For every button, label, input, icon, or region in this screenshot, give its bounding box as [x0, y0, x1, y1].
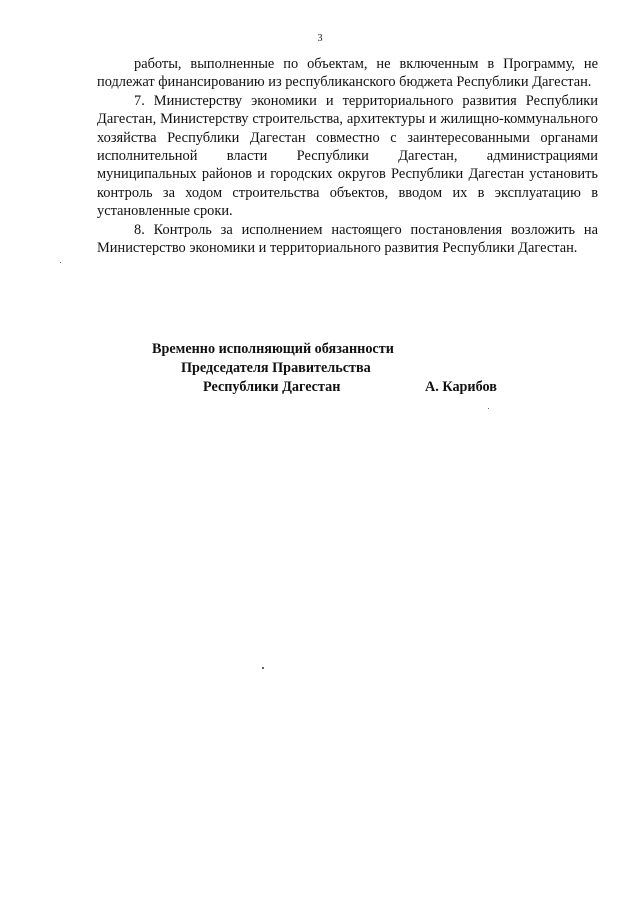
scan-speck	[262, 667, 264, 669]
signatory-position-line-2: Председателя Правительства	[181, 360, 371, 376]
paragraph-continuation: работы, выполненные по объектам, не включенным в Программу, не подлежат финансированию из республиканского бюджета Республики Дагестан.	[97, 56, 598, 91]
scan-speck	[488, 408, 489, 409]
document-body	[97, 55, 598, 257]
paragraph-7: 7. Министерству экономики и территориального развития Республики Дагестан, Министерству строительства, архитектуры и жилищно-коммунального хозяйства Республики Дагестан совместно с заинтересованными органами исполнительной власти Республики Дагестан, администрациями муниципальных районов и городских округов Республики Дагестан установить контроль за ходом строительства объектов, вводом их в эксплуатацию в установленные сроки.	[97, 92, 598, 220]
scan-speck	[60, 262, 61, 263]
signatory-position-line-1: Временно исполняющий обязанности	[152, 341, 394, 357]
signatory-position-line-3: Республики Дагестан	[203, 379, 341, 395]
page-number: 3	[317, 33, 323, 44]
paragraph-8: 8. Контроль за исполнением настоящего постановления возложить на Министерство экономики и территориального развития Республики Дагестан.	[97, 221, 598, 257]
signatory-name: А. Карибов	[425, 379, 497, 395]
